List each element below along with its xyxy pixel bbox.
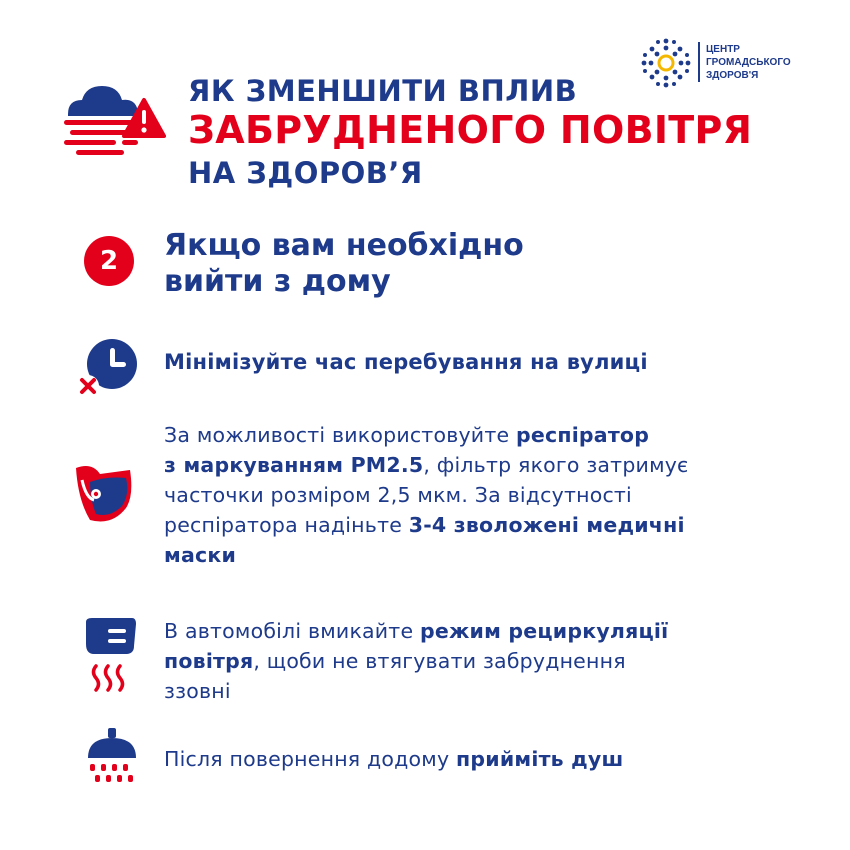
tip-text: За можливості використовуйте bbox=[164, 423, 516, 447]
clock-cross-icon bbox=[76, 338, 140, 400]
shower-icon bbox=[84, 728, 140, 790]
title-line-2: ЗАБРУДНЕНОГО ПОВІТРЯ bbox=[188, 108, 753, 152]
tip-text-bold: 3-4 зволожені медичні bbox=[408, 513, 685, 537]
tip-respirator bbox=[164, 420, 689, 570]
tip-line bbox=[164, 616, 668, 646]
step-number-badge: 2 bbox=[84, 236, 134, 286]
logo-separator bbox=[698, 42, 700, 82]
logo-line: ГРОМАДСЬКОГО bbox=[706, 57, 791, 68]
logo-text bbox=[706, 43, 791, 82]
car-air-vent-icon bbox=[80, 616, 140, 692]
tip-minimize-time: Мінімізуйте час перебування на вулиці bbox=[164, 350, 648, 374]
tip-text: Після повернення додому bbox=[164, 747, 457, 771]
polluted-cloud-warning-icon bbox=[62, 80, 166, 158]
tip-text: , щоби не втягувати забруднення bbox=[253, 649, 626, 673]
tip-text: респіратора надіньте bbox=[164, 513, 409, 537]
logo bbox=[638, 38, 798, 88]
tip-text: часточки розміром 2,5 мкм. За відсутності bbox=[164, 483, 632, 507]
dotted-ring-logo-icon bbox=[638, 38, 694, 88]
tip-line bbox=[164, 420, 689, 450]
step-title-line-2: вийти з дому bbox=[164, 264, 391, 299]
tip-line bbox=[164, 744, 623, 774]
logo-line: ЦЕНТР bbox=[706, 44, 740, 55]
tip-line bbox=[164, 540, 689, 570]
tip-text-bold: з маркуванням PM2.5 bbox=[164, 453, 424, 477]
tip-line bbox=[164, 450, 689, 480]
tip-text-bold: режим рециркуляції bbox=[419, 619, 669, 643]
step-title-line-1: Якщо вам необхідно bbox=[164, 228, 524, 263]
tip-text: В автомобілі вмикайте bbox=[164, 619, 420, 643]
tip-text: ззовні bbox=[164, 679, 231, 703]
logo-line: ЗДОРОВ'Я bbox=[706, 70, 759, 81]
tip-text-bold: повітря bbox=[164, 649, 254, 673]
face-mask-icon bbox=[72, 460, 136, 530]
tip-line bbox=[164, 480, 689, 510]
tip-text-bold: респіратор bbox=[516, 423, 650, 447]
tip-line bbox=[164, 510, 689, 540]
tip-text-bold: маски bbox=[164, 543, 237, 567]
title-line-3: НА ЗДОРОВ’Я bbox=[188, 156, 423, 190]
tip-line bbox=[164, 646, 668, 676]
tip-shower bbox=[164, 744, 623, 774]
tip-car-recirculation bbox=[164, 616, 668, 706]
tip-text-bold: прийміть душ bbox=[456, 747, 624, 771]
tip-text: , фільтр якого затримує bbox=[423, 453, 689, 477]
tip-line bbox=[164, 676, 668, 706]
title-line-1: ЯК ЗМЕНШИТИ ВПЛИВ bbox=[188, 74, 578, 108]
